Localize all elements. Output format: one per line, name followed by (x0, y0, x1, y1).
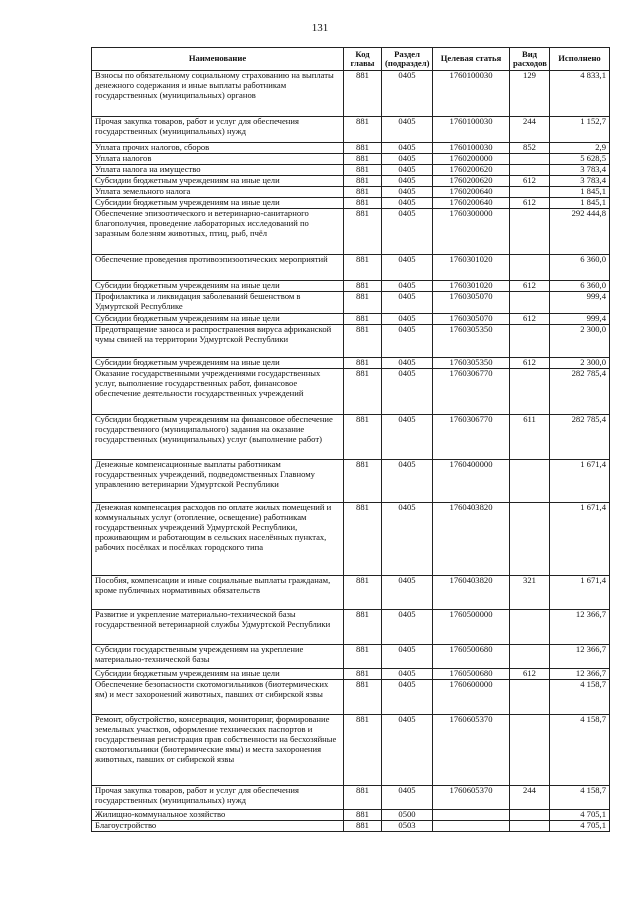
header-vid: Вид расходов (510, 48, 550, 71)
table-row (92, 821, 610, 832)
cell-kod: 881 (344, 325, 382, 358)
cell-razdel: 0405 (382, 415, 433, 460)
cell-razdel: 0503 (382, 821, 433, 832)
cell-vid (510, 187, 550, 198)
cell-ispolneno: 282 785,4 (550, 415, 610, 460)
cell-vid: 612 (510, 176, 550, 187)
cell-ispolneno: 2,9 (550, 143, 610, 154)
cell-kod: 881 (344, 503, 382, 576)
table-row (92, 369, 610, 415)
cell-ispolneno: 3 783,4 (550, 176, 610, 187)
cell-statya: 1760305070 (433, 292, 510, 314)
cell-ispolneno: 4 158,7 (550, 680, 610, 715)
cell-vid: 852 (510, 143, 550, 154)
cell-ispolneno: 292 444,8 (550, 209, 610, 255)
table-row (92, 325, 610, 358)
cell-statya: 1760305350 (433, 325, 510, 358)
cell-statya: 1760605370 (433, 715, 510, 786)
cell-kod: 881 (344, 292, 382, 314)
cell-kod: 881 (344, 821, 382, 832)
cell-statya: 1760200640 (433, 198, 510, 209)
cell-vid: 244 (510, 786, 550, 810)
cell-razdel: 0405 (382, 503, 433, 576)
table-row (92, 576, 610, 610)
cell-kod: 881 (344, 143, 382, 154)
cell-vid (510, 325, 550, 358)
cell-statya: 1760600000 (433, 680, 510, 715)
cell-ispolneno: 999,4 (550, 292, 610, 314)
cell-name: Обеспечение эпизоотического и ветеринарно-санитарного благополучия, проведение лабораторных исследований по заразным болезням животных, птиц, рыб, пчёл (92, 209, 344, 255)
cell-kod: 881 (344, 415, 382, 460)
table-row (92, 117, 610, 143)
header-statya: Целевая статья (433, 48, 510, 71)
cell-ispolneno: 6 360,0 (550, 255, 610, 281)
cell-name: Предотвращение заноса и распространения вируса африканской чумы свиней на территории Удмуртской Республики (92, 325, 344, 358)
cell-name: Пособия, компенсации и иные социальные выплаты гражданам, кроме публичных нормативных обязательств (92, 576, 344, 610)
cell-statya: 1760301020 (433, 255, 510, 281)
table-row (92, 209, 610, 255)
cell-statya: 1760300000 (433, 209, 510, 255)
cell-ispolneno: 4 158,7 (550, 786, 610, 810)
cell-razdel: 0405 (382, 255, 433, 281)
cell-name: Денежная компенсация расходов по оплате жилых помещений и коммунальных услуг (отопление, освещение) работникам государственных учреждений Удмуртской Республики, проживающим и работающим в сельских населённых пунктах, рабочих посёлках и посёлках городского типа (92, 503, 344, 576)
cell-statya: 1760100030 (433, 143, 510, 154)
table-row (92, 810, 610, 821)
cell-kod: 881 (344, 209, 382, 255)
cell-vid (510, 209, 550, 255)
cell-vid: 611 (510, 415, 550, 460)
table-row (92, 154, 610, 165)
header-name: Наименование (92, 48, 344, 71)
cell-statya: 1760200620 (433, 176, 510, 187)
table-body (92, 71, 610, 832)
table-row (92, 460, 610, 503)
cell-kod: 881 (344, 645, 382, 669)
header-razdel: Раздел (подраздел) (382, 48, 433, 71)
cell-vid: 612 (510, 358, 550, 369)
cell-statya: 1760400000 (433, 460, 510, 503)
cell-name: Обеспечение проведения противоэпизоотических мероприятий (92, 255, 344, 281)
table-row (92, 255, 610, 281)
cell-razdel: 0405 (382, 669, 433, 680)
cell-statya: 1760306770 (433, 415, 510, 460)
cell-kod: 881 (344, 198, 382, 209)
cell-razdel: 0405 (382, 680, 433, 715)
cell-name: Ремонт, обустройство, консервация, мониторинг, формирование земельных участков, оформление технических паспортов и государственная регистрация прав собственности на бесхозяйные скотомогильники (биотермические ямы) и места захоронения животных, павших от сибирской язвы (92, 715, 344, 786)
cell-razdel: 0405 (382, 369, 433, 415)
cell-name: Прочая закупка товаров, работ и услуг для обеспечения государственных (муниципальных) нужд (92, 117, 344, 143)
cell-name: Прочая закупка товаров, работ и услуг для обеспечения государственных (муниципальных) нужд (92, 786, 344, 810)
cell-razdel: 0500 (382, 810, 433, 821)
cell-statya: 1760200000 (433, 154, 510, 165)
table-row (92, 198, 610, 209)
cell-name: Развитие и укрепление материально-технической базы государственной ветеринарной службы Удмуртской Республики (92, 610, 344, 645)
cell-name: Жилищно-коммунальное хозяйство (92, 810, 344, 821)
cell-vid: 321 (510, 576, 550, 610)
table-row (92, 314, 610, 325)
cell-kod: 881 (344, 117, 382, 143)
cell-statya: 1760305350 (433, 358, 510, 369)
cell-kod: 881 (344, 358, 382, 369)
table-row (92, 176, 610, 187)
table-row (92, 645, 610, 669)
cell-ispolneno: 12 366,7 (550, 610, 610, 645)
cell-ispolneno: 1 152,7 (550, 117, 610, 143)
cell-razdel: 0405 (382, 209, 433, 255)
cell-vid: 244 (510, 117, 550, 143)
cell-vid (510, 715, 550, 786)
cell-name: Субсидии бюджетным учреждениям на иные цели (92, 314, 344, 325)
cell-kod: 881 (344, 786, 382, 810)
cell-ispolneno: 4 705,1 (550, 810, 610, 821)
cell-ispolneno: 12 366,7 (550, 669, 610, 680)
cell-ispolneno: 4 705,1 (550, 821, 610, 832)
cell-vid: 612 (510, 314, 550, 325)
cell-razdel: 0405 (382, 358, 433, 369)
cell-name: Субсидии бюджетным учреждениям на иные цели (92, 281, 344, 292)
cell-kod: 881 (344, 255, 382, 281)
cell-ispolneno: 4 158,7 (550, 715, 610, 786)
cell-kod: 881 (344, 576, 382, 610)
cell-razdel: 0405 (382, 165, 433, 176)
cell-vid (510, 680, 550, 715)
cell-name: Профилактика и ликвидация заболеваний бешенством в Удмуртской Республике (92, 292, 344, 314)
table-row (92, 415, 610, 460)
cell-vid: 612 (510, 669, 550, 680)
table-row (92, 786, 610, 810)
cell-kod: 881 (344, 810, 382, 821)
table-row (92, 358, 610, 369)
cell-name: Уплата налогов (92, 154, 344, 165)
cell-statya: 1760403820 (433, 576, 510, 610)
table-row (92, 143, 610, 154)
cell-statya: 1760100030 (433, 71, 510, 117)
cell-vid (510, 165, 550, 176)
cell-kod: 881 (344, 187, 382, 198)
cell-name: Субсидии государственным учреждениям на укрепление материально-технической базы (92, 645, 344, 669)
cell-ispolneno: 2 300,0 (550, 358, 610, 369)
cell-ispolneno: 1 845,1 (550, 187, 610, 198)
cell-name: Уплата прочих налогов, сборов (92, 143, 344, 154)
cell-razdel: 0405 (382, 576, 433, 610)
cell-ispolneno: 1 671,4 (550, 503, 610, 576)
cell-ispolneno: 5 628,5 (550, 154, 610, 165)
cell-vid (510, 810, 550, 821)
cell-statya: 1760305070 (433, 314, 510, 325)
cell-vid: 612 (510, 281, 550, 292)
cell-vid (510, 154, 550, 165)
cell-razdel: 0405 (382, 786, 433, 810)
cell-kod: 881 (344, 154, 382, 165)
cell-statya: 1760301020 (433, 281, 510, 292)
cell-ispolneno: 4 833,1 (550, 71, 610, 117)
cell-ispolneno: 1 671,4 (550, 460, 610, 503)
cell-kod: 881 (344, 669, 382, 680)
cell-razdel: 0405 (382, 281, 433, 292)
cell-vid: 612 (510, 198, 550, 209)
cell-statya: 1760200640 (433, 187, 510, 198)
cell-kod: 881 (344, 680, 382, 715)
page-number: 131 (311, 22, 329, 34)
cell-ispolneno: 12 366,7 (550, 645, 610, 669)
table-row (92, 187, 610, 198)
table-row (92, 669, 610, 680)
cell-kod: 881 (344, 176, 382, 187)
cell-statya: 1760500680 (433, 669, 510, 680)
cell-kod: 881 (344, 715, 382, 786)
table-row (92, 680, 610, 715)
header-kod: Код главы (344, 48, 382, 71)
cell-name: Благоустройство (92, 821, 344, 832)
cell-razdel: 0405 (382, 154, 433, 165)
cell-razdel: 0405 (382, 325, 433, 358)
cell-razdel: 0405 (382, 143, 433, 154)
budget-table (91, 47, 610, 832)
cell-name: Субсидии бюджетным учреждениям на иные цели (92, 669, 344, 680)
cell-vid: 129 (510, 71, 550, 117)
cell-ispolneno: 1 671,4 (550, 576, 610, 610)
cell-razdel: 0405 (382, 715, 433, 786)
cell-statya: 1760100030 (433, 117, 510, 143)
cell-name: Взносы по обязательному социальному страхованию на выплаты денежного содержания и иные выплаты работникам государственных (муниципальных) органов (92, 71, 344, 117)
cell-vid (510, 255, 550, 281)
table-row (92, 715, 610, 786)
cell-name: Субсидии бюджетным учреждениям на иные цели (92, 198, 344, 209)
cell-ispolneno: 6 360,0 (550, 281, 610, 292)
cell-statya: 1760403820 (433, 503, 510, 576)
cell-razdel: 0405 (382, 198, 433, 209)
cell-name: Обеспечение безопасности скотомогильников (биотермических ям) и мест захоронений животных, павших от сибирской язвы (92, 680, 344, 715)
cell-name: Субсидии бюджетным учреждениям на финансовое обеспечение государственного (муниципального) задания на оказание государственных (муниципальных) услуг (выполнение работ) (92, 415, 344, 460)
cell-name: Оказание государственными учреждениями государственных услуг, выполнение государственных работ, финансовое обеспечение деятельности государственных учреждений (92, 369, 344, 415)
cell-statya: 1760200620 (433, 165, 510, 176)
cell-kod: 881 (344, 610, 382, 645)
table-row (92, 292, 610, 314)
table-row (92, 71, 610, 117)
cell-name: Субсидии бюджетным учреждениям на иные цели (92, 358, 344, 369)
cell-razdel: 0405 (382, 71, 433, 117)
cell-razdel: 0405 (382, 176, 433, 187)
cell-razdel: 0405 (382, 314, 433, 325)
cell-vid (510, 292, 550, 314)
cell-razdel: 0405 (382, 292, 433, 314)
cell-ispolneno: 999,4 (550, 314, 610, 325)
cell-statya: 1760500000 (433, 610, 510, 645)
cell-name: Денежные компенсационные выплаты работникам государственных учреждений, подведомственных Главному управлению ветеринарии Удмуртской Республики (92, 460, 344, 503)
cell-vid (510, 369, 550, 415)
cell-razdel: 0405 (382, 645, 433, 669)
cell-kod: 881 (344, 281, 382, 292)
cell-razdel: 0405 (382, 610, 433, 645)
table-row (92, 165, 610, 176)
table-row (92, 610, 610, 645)
cell-statya: 1760605370 (433, 786, 510, 810)
cell-statya (433, 810, 510, 821)
cell-statya: 1760306770 (433, 369, 510, 415)
cell-razdel: 0405 (382, 187, 433, 198)
cell-razdel: 0405 (382, 117, 433, 143)
cell-ispolneno: 1 845,1 (550, 198, 610, 209)
cell-kod: 881 (344, 369, 382, 415)
cell-name: Уплата налога на имущество (92, 165, 344, 176)
cell-kod: 881 (344, 460, 382, 503)
cell-kod: 881 (344, 314, 382, 325)
cell-vid (510, 821, 550, 832)
cell-statya: 1760500680 (433, 645, 510, 669)
cell-name: Уплата земельного налога (92, 187, 344, 198)
cell-name: Субсидии бюджетным учреждениям на иные цели (92, 176, 344, 187)
cell-vid (510, 503, 550, 576)
cell-ispolneno: 282 785,4 (550, 369, 610, 415)
cell-ispolneno: 3 783,4 (550, 165, 610, 176)
cell-vid (510, 610, 550, 645)
table-row (92, 281, 610, 292)
cell-kod: 881 (344, 71, 382, 117)
cell-razdel: 0405 (382, 460, 433, 503)
cell-ispolneno: 2 300,0 (550, 325, 610, 358)
cell-vid (510, 645, 550, 669)
cell-statya (433, 821, 510, 832)
header-ispolneno: Исполнено (550, 48, 610, 71)
cell-vid (510, 460, 550, 503)
cell-kod: 881 (344, 165, 382, 176)
table-row (92, 503, 610, 576)
table-header (92, 48, 610, 71)
